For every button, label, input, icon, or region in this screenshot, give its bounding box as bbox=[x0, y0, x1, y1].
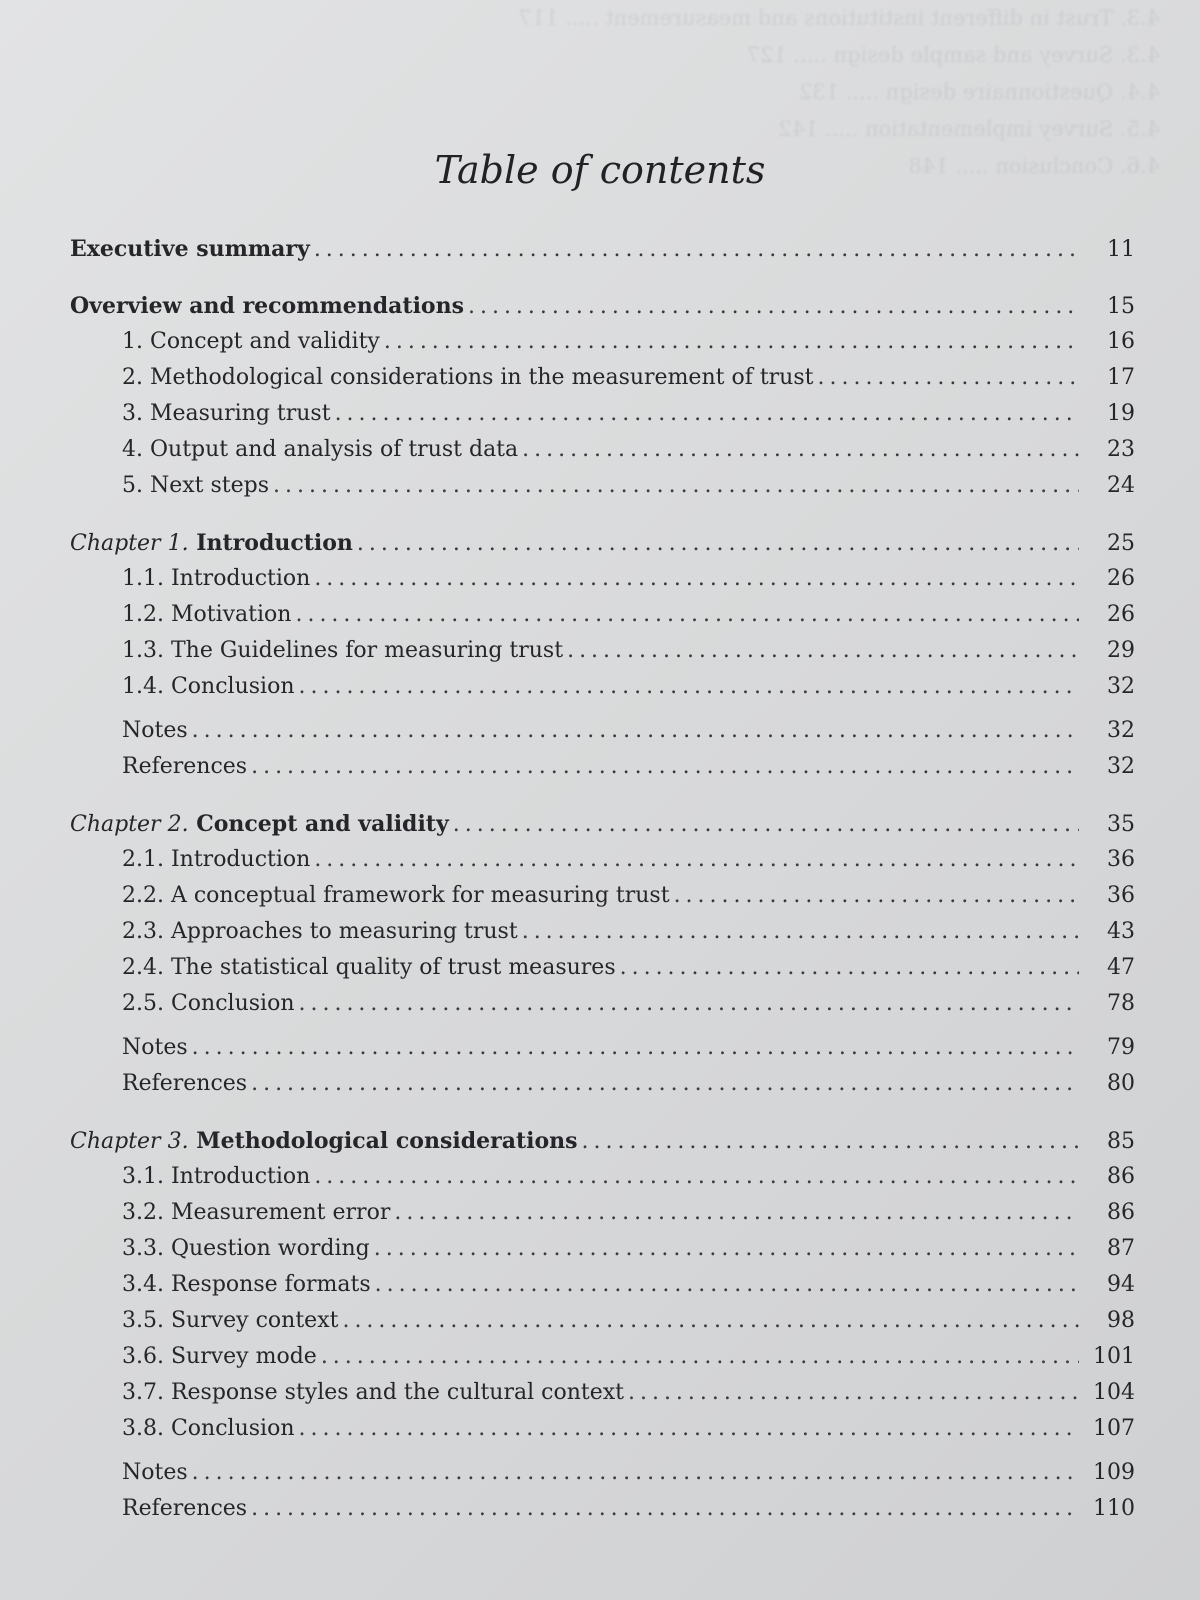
toc-entry-label: 3. Measuring trust bbox=[122, 401, 331, 426]
toc-entry-label: 3.2. Measurement error bbox=[122, 1200, 391, 1225]
toc-entry-label bbox=[70, 1128, 578, 1154]
page-number: 47 bbox=[1107, 955, 1135, 980]
toc-entry-label: 3.8. Conclusion bbox=[122, 1416, 295, 1441]
toc-entry-label: Notes bbox=[122, 1460, 188, 1485]
toc-entry-label: 4. Output and analysis of trust data bbox=[122, 437, 519, 462]
toc-entry-label: 1.2. Motivation bbox=[122, 602, 292, 627]
toc-subentry bbox=[70, 1460, 1135, 1496]
toc-entry-label: 3.6. Survey mode bbox=[122, 1344, 317, 1369]
toc-subentry bbox=[70, 638, 1135, 674]
toc-subentry bbox=[70, 847, 1135, 883]
toc-subentry bbox=[70, 674, 1135, 710]
toc-subentry bbox=[70, 1272, 1135, 1308]
toc-entry-label: 3.1. Introduction bbox=[122, 1164, 311, 1189]
toc-entry-label bbox=[70, 811, 449, 837]
dot-leader bbox=[251, 754, 1079, 779]
dot-leader bbox=[375, 1272, 1079, 1297]
toc-chapter-entry bbox=[70, 811, 1135, 847]
toc-subentry bbox=[70, 602, 1135, 638]
dot-leader bbox=[394, 1200, 1079, 1225]
page-number: 43 bbox=[1107, 919, 1135, 944]
dot-leader bbox=[620, 955, 1079, 980]
page-number: 26 bbox=[1107, 602, 1135, 627]
dot-leader bbox=[335, 401, 1079, 426]
dot-leader bbox=[522, 919, 1079, 944]
page-number: 26 bbox=[1107, 566, 1135, 591]
toc-subentry bbox=[70, 473, 1135, 509]
dot-leader bbox=[374, 1236, 1079, 1261]
toc-subentry bbox=[70, 1200, 1135, 1236]
dot-leader bbox=[674, 883, 1079, 908]
page-number: 80 bbox=[1107, 1071, 1135, 1096]
bleed-line: 4.6. Conclusion ..... 148 bbox=[908, 154, 1160, 178]
toc-subentry bbox=[70, 1416, 1135, 1452]
toc-entry-label: References bbox=[122, 1496, 248, 1521]
page-number: 87 bbox=[1107, 1236, 1135, 1261]
toc-subentry bbox=[70, 718, 1135, 754]
toc-entry-label: Notes bbox=[122, 1035, 188, 1060]
bleed-line: 4.5. Survey implementation ..... 142 bbox=[778, 117, 1160, 141]
toc-subentry bbox=[70, 401, 1135, 437]
toc-chapter-entry bbox=[70, 1128, 1135, 1164]
toc-entry-label: References bbox=[122, 1071, 248, 1096]
toc-subentry bbox=[70, 1071, 1135, 1107]
chapter-title: Methodological considerations bbox=[196, 1128, 578, 1154]
toc-subentry bbox=[70, 991, 1135, 1027]
page-number: 32 bbox=[1107, 674, 1135, 699]
dot-leader bbox=[314, 847, 1079, 872]
dot-leader bbox=[314, 566, 1079, 591]
toc-entry-label: 1.3. The Guidelines for measuring trust bbox=[122, 638, 564, 663]
toc-subentry bbox=[70, 1035, 1135, 1071]
toc-entry-label: 1. Concept and validity bbox=[122, 329, 380, 354]
toc-entry-label: Notes bbox=[122, 718, 188, 743]
toc-subentry bbox=[70, 955, 1135, 991]
table-of-contents bbox=[70, 236, 1135, 1532]
bleed-line: 4.3. Survey and sample design ..... 127 bbox=[746, 43, 1160, 67]
page-number: 98 bbox=[1107, 1308, 1135, 1333]
page-number: 16 bbox=[1107, 329, 1135, 354]
chapter-title: Introduction bbox=[196, 530, 353, 556]
toc-subentry bbox=[70, 566, 1135, 602]
page-number: 86 bbox=[1107, 1164, 1135, 1189]
toc-subentry bbox=[70, 1344, 1135, 1380]
toc-subentry bbox=[70, 1380, 1135, 1416]
page-number: 24 bbox=[1107, 473, 1135, 498]
toc-subentry bbox=[70, 1236, 1135, 1272]
dot-leader bbox=[314, 237, 1079, 262]
dot-leader bbox=[273, 473, 1079, 498]
toc-chapter-entry bbox=[70, 530, 1135, 566]
page-number: 32 bbox=[1107, 754, 1135, 779]
dot-leader bbox=[522, 437, 1079, 462]
bleed-line: 4.4. Questionnaire design ..... 132 bbox=[798, 80, 1160, 104]
toc-entry-label: 2.1. Introduction bbox=[122, 847, 311, 872]
page-number: 19 bbox=[1107, 401, 1135, 426]
dot-leader bbox=[314, 1164, 1079, 1189]
toc-entry-label: Executive summary bbox=[70, 236, 310, 262]
page-number: 36 bbox=[1107, 883, 1135, 908]
toc-entry-label: 1.1. Introduction bbox=[122, 566, 311, 591]
dot-leader bbox=[192, 1035, 1079, 1060]
dot-leader bbox=[628, 1380, 1079, 1405]
toc-entry-label: 3.5. Survey context bbox=[122, 1308, 339, 1333]
toc-entry-label: 2.5. Conclusion bbox=[122, 991, 295, 1016]
toc-section-entry bbox=[70, 236, 1135, 272]
chapter-title: Concept and validity bbox=[196, 811, 449, 837]
dot-leader bbox=[321, 1344, 1079, 1369]
toc-entry-label: 5. Next steps bbox=[122, 473, 270, 498]
toc-entry-label bbox=[70, 530, 353, 556]
dot-leader bbox=[384, 329, 1079, 354]
chapter-prefix: Chapter 3. bbox=[70, 1129, 189, 1154]
page-number: 104 bbox=[1093, 1380, 1135, 1405]
dot-leader bbox=[357, 531, 1079, 556]
page-number: 110 bbox=[1093, 1496, 1135, 1521]
page-number: 32 bbox=[1107, 718, 1135, 743]
dot-leader bbox=[251, 1496, 1079, 1521]
page-number: 86 bbox=[1107, 1200, 1135, 1225]
dot-leader bbox=[299, 1416, 1080, 1441]
toc-entry-label: 2.2. A conceptual framework for measuring trust bbox=[122, 883, 670, 908]
chapter-prefix: Chapter 2. bbox=[70, 812, 189, 837]
dot-leader bbox=[299, 674, 1080, 699]
toc-entry-label: References bbox=[122, 754, 248, 779]
page-number: 101 bbox=[1093, 1344, 1135, 1369]
toc-entry-label: 1.4. Conclusion bbox=[122, 674, 295, 699]
toc-subentry bbox=[70, 1308, 1135, 1344]
toc-subentry bbox=[70, 754, 1135, 790]
page-number: 25 bbox=[1107, 531, 1135, 556]
page-number: 17 bbox=[1107, 365, 1135, 390]
page-number: 78 bbox=[1107, 991, 1135, 1016]
page-number: 107 bbox=[1093, 1416, 1135, 1441]
dot-leader bbox=[453, 812, 1079, 837]
page-number: 85 bbox=[1107, 1129, 1135, 1154]
dot-leader bbox=[192, 718, 1079, 743]
dot-leader bbox=[582, 1129, 1079, 1154]
page-number: 36 bbox=[1107, 847, 1135, 872]
toc-entry-label: 3.7. Response styles and the cultural context bbox=[122, 1380, 624, 1405]
dot-leader bbox=[567, 638, 1079, 663]
bleed-line: 4.3. Trust in different institutions and measurement ..... 117 bbox=[518, 6, 1160, 30]
dot-leader bbox=[251, 1071, 1079, 1096]
toc-entry-label: 3.4. Response formats bbox=[122, 1272, 371, 1297]
toc-entry-label: Overview and recommendations bbox=[70, 293, 464, 319]
toc-subentry bbox=[70, 329, 1135, 365]
page-number: 23 bbox=[1107, 437, 1135, 462]
toc-subentry bbox=[70, 365, 1135, 401]
page-number: 79 bbox=[1107, 1035, 1135, 1060]
chapter-prefix: Chapter 1. bbox=[70, 531, 189, 556]
page-number: 29 bbox=[1107, 638, 1135, 663]
page-number: 11 bbox=[1107, 237, 1135, 262]
page-title: Table of contents bbox=[434, 148, 766, 192]
dot-leader bbox=[192, 1460, 1079, 1485]
dot-leader bbox=[818, 365, 1080, 390]
toc-entry-label: 2.3. Approaches to measuring trust bbox=[122, 919, 518, 944]
toc-section-entry bbox=[70, 293, 1135, 329]
page-number: 35 bbox=[1107, 812, 1135, 837]
toc-entry-label: 2.4. The statistical quality of trust measures bbox=[122, 955, 616, 980]
toc-subentry bbox=[70, 437, 1135, 473]
dot-leader bbox=[468, 294, 1079, 319]
toc-subentry bbox=[70, 1164, 1135, 1200]
page-number: 94 bbox=[1107, 1272, 1135, 1297]
toc-subentry bbox=[70, 1496, 1135, 1532]
dot-leader bbox=[342, 1308, 1079, 1333]
page-number: 109 bbox=[1093, 1460, 1135, 1485]
toc-entry-label: 2. Methodological considerations in the measurement of trust bbox=[122, 365, 814, 390]
page-number: 15 bbox=[1107, 294, 1135, 319]
toc-entry-label: 3.3. Question wording bbox=[122, 1236, 370, 1261]
toc-subentry bbox=[70, 919, 1135, 955]
dot-leader bbox=[295, 602, 1079, 627]
dot-leader bbox=[299, 991, 1080, 1016]
toc-subentry bbox=[70, 883, 1135, 919]
